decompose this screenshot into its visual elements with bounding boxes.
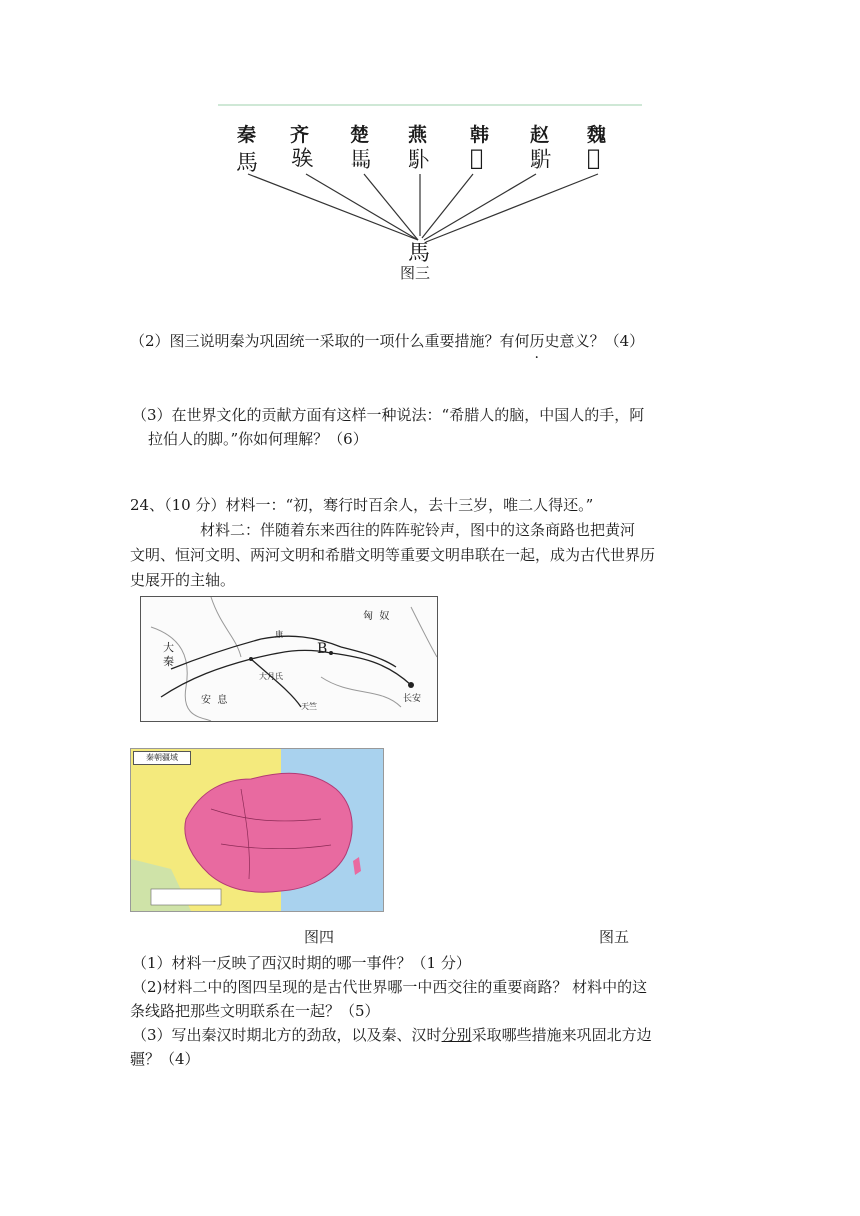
seal-qin: 馬 [236, 151, 259, 176]
state-qin: 秦 [237, 124, 257, 146]
figure5-qin-territory-map [130, 748, 384, 912]
state-chu: 楚 [350, 124, 370, 146]
seal-wei: 𩢣 [587, 146, 601, 171]
seal-han: 𩢆 [470, 146, 484, 171]
seal-yan: 𩡭 [408, 148, 431, 173]
q24-line1: 24、（10 分）材料一：“初，骞行时百余人，去十三岁，唯二人得还。” [130, 496, 594, 514]
label-b: B [317, 641, 328, 657]
q24-sub3-line2: 疆？（4） [130, 1050, 200, 1068]
label-tianzhu: 天竺 [301, 702, 317, 711]
label-dayuezhi: 大月氏 [259, 672, 283, 681]
seal-unified: 馬 [408, 241, 431, 266]
label-daqin: 大 秦 [163, 641, 174, 668]
seal-zhao: 𩢝 [530, 148, 553, 173]
figure5-caption: 图五 [599, 928, 630, 946]
label-kangju: 康 [275, 630, 283, 639]
qin-map-shapes [131, 749, 383, 911]
q24-sub1: （1）材料一反映了西汉时期的哪一事件？（1 分） [132, 954, 471, 972]
q24-sub3-line1: （3）写出秦汉时期北方的劲敌，以及秦、汉时分别采取哪些措施来巩固北方边 [132, 1026, 652, 1044]
label-changan: 长安 [403, 694, 422, 704]
figure4-silk-road-map [140, 596, 438, 722]
q24-sub2-line1: （2)材料二中的图四呈现的是古代世界哪一中西交往的重要商路？ 材料中的这 [132, 978, 648, 996]
seal-chu: 𩡧 [350, 148, 373, 173]
map5-title: 秦朝疆域 [133, 751, 191, 765]
state-han: 韩 [470, 124, 490, 146]
silk-road-lines [141, 597, 437, 721]
state-yan: 燕 [408, 124, 428, 146]
label-xiongnu: 匈 奴 [363, 611, 390, 622]
state-zhao: 赵 [530, 124, 550, 146]
seal-qi: 𫘤 [291, 146, 314, 171]
question-3-line2: 拉伯人的脚。”你如何理解？（6） [148, 430, 368, 448]
figure4-caption: 图四 [304, 928, 335, 946]
state-qi: 齐 [290, 124, 310, 146]
q24-line3: 文明、恒河文明、两河文明和希腊文明等重要文明串联在一起，成为古代世界历 [130, 546, 656, 564]
figure3-top-rule [218, 104, 642, 106]
q24-line2: 材料二：伴随着东来西往的阵阵驼铃声，图中的这条商路也把黄河 [200, 521, 636, 539]
figure3-caption: 图三 [400, 264, 431, 282]
question-2-fig3: （2）图三说明秦为巩固统一采取的一项什么重要措施？有何历史意义？（4） [130, 332, 645, 350]
underlined-fenbie: 分别 [441, 1026, 472, 1044]
label-anxi: 安 息 [201, 695, 228, 706]
q24-sub2-line2: 条线路把那些文明联系在一起？（5） [130, 1002, 380, 1020]
q24-line4: 史展开的主轴。 [130, 571, 236, 589]
emphasis-dots: 历史意 [529, 332, 575, 350]
figure3-lines [218, 118, 648, 266]
state-wei: 魏 [587, 124, 607, 146]
question-3-line1: （3）在世界文化的贡献方面有这样一种说法：“希腊人的脑，中国人的手，阿 [132, 406, 645, 424]
